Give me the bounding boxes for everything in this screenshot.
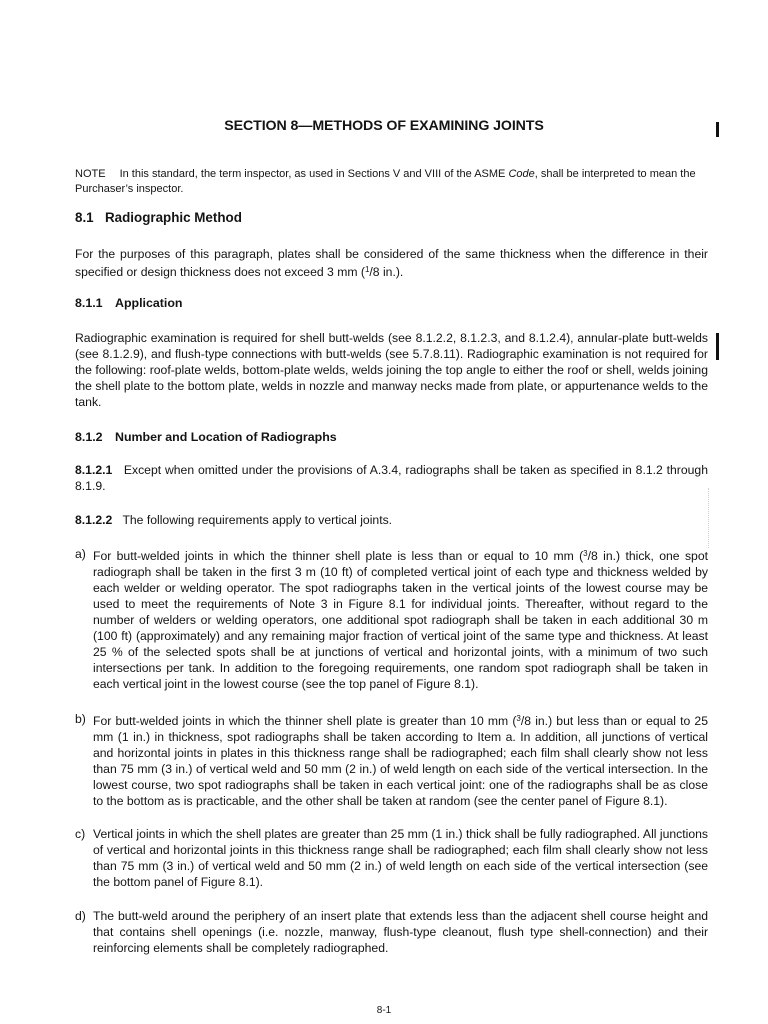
text-part: For butt-welded joints in which the thinner shell plate is greater than 10 mm ( (93, 714, 517, 728)
list-marker: c) (75, 827, 86, 841)
fraction-numerator: 3 (516, 714, 521, 723)
paragraph-8-1-2-1 (75, 462, 708, 494)
list-item-c (75, 826, 708, 890)
note-tag: NOTE (75, 168, 106, 180)
paragraph-text: For the purposes of this paragraph, plates shall be considered of the same thickness when the difference in their specified or design thickness does not exceed 3 mm ( (75, 247, 708, 279)
list-item-b (75, 711, 708, 809)
text-part: For butt-welded joints in which the thinner shell plate is less than or equal to 10 mm ( (93, 549, 584, 563)
paragraph-text: The following requirements apply to vertical joints. (122, 513, 393, 527)
list-marker: d) (75, 909, 86, 923)
paragraph-8-1-1: Radiographic examination is required for shell butt-welds (see 8.1.2.2, 8.1.2.3, and 8.1.2.4), annular-plate butt-welds (see 8.1.2.9), and flush-type connections with butt-welds (see 5.7.8.11). Radiographic examination is not required for the following: roof-plate welds, bottom-plate welds, welds joining the top angle to either the roof or shell, welds joining the shell plate to the bottom plate, welds in nozzle and manway necks made from plate, or appurtenance welds to the tank. (75, 331, 708, 409)
heading-text: Application (115, 296, 183, 310)
fraction-numerator: 3 (583, 549, 588, 558)
paragraph-text: Except when omitted under the provisions of A.3.4, radiographs shall be taken as specified in 8.1.2 through 8.1.9. (75, 463, 708, 493)
heading-number: 8.1.1 (75, 296, 103, 310)
list-item-d (75, 908, 708, 956)
list-marker: a) (75, 547, 86, 561)
paragraph-8-1 (75, 246, 708, 280)
heading-8-1 (75, 210, 242, 225)
heading-text: Number and Location of Radiographs (115, 430, 337, 444)
heading-number: 8.1 (75, 210, 94, 225)
heading-8-1-1 (75, 296, 182, 310)
note-text-1: In this standard, the term inspector, as used in Sections V and VIII of the ASME (119, 168, 509, 180)
paragraph-8-1-2-2 (75, 512, 708, 528)
note (75, 167, 710, 197)
scan-artifact (708, 488, 711, 548)
page-number: 8-1 (376, 1005, 392, 1016)
list-item-text (93, 546, 708, 692)
text-part: /8 in.) but less than or equal to 25 mm (1 in.) in thickness, spot radiographs shall be taken according to Item a. In addition, all junctions of vertical and horizontal joints in plates in this thickness range shall be radiographed; each film shall clearly show not less than 75 mm (3 in.) of vertical weld and 50 mm (2 in.) of weld length on each side of the vertical intersection. In the lowest course, two spot radiographs shall be taken in each vertical joint: one of the radiographs shall be as close to the bottom as is practicable, and the other shall be taken at random (see the center panel of Figure 8.1). (93, 714, 708, 808)
fraction-numerator: 1 (364, 265, 370, 274)
list-item-text: Vertical joints in which the shell plates are greater than 25 mm (1 in.) thick shall be fully radiographed. All junctions of vertical and horizontal joints in this thickness range shall be radiographed; each film shall clearly show not less than 75 mm (3 in.) of vertical weld and 50 mm (2 in.) of weld length on each side of the vertical intersection (see the bottom panel of Figure 8.1). (93, 827, 708, 889)
note-text-2: , shall be interpreted to mean the Purchaser’s inspector. (75, 168, 696, 195)
heading-text: Radiographic Method (105, 210, 242, 225)
fraction-rest: /8 in.). (369, 265, 404, 279)
list-marker: b) (75, 712, 86, 726)
list-item-a (75, 546, 708, 692)
change-bar (716, 122, 719, 137)
paragraph-number: 8.1.2.1 (75, 463, 113, 477)
text-part: /8 in.) thick, one spot radiograph shall be taken in the first 3 m (10 ft) of completed vertical joint of each type and thickness welded by each welder or welding operator. The spot radiographs taken in the vertical joints of the lowest course may be used to meet the requirements of Note 3 in Figure 8.1 for individual joints. Thereafter, without regard to the number of welders or welding operators, one additional spot radiograph shall be taken in each additional 30 m (100 ft) (approximately) and any remaining major fraction of vertical joint of the same type and thickness. At least 25 % of the selected spots shall be at junctions of vertical and horizontal joints, with a minimum of two such intersections per tank. In addition to the foregoing requirements, one random spot radiograph shall be taken in each vertical joint in the lowest course (see the top panel of Figure 8.1). (93, 549, 708, 691)
list-item-text (93, 711, 708, 809)
note-text-italic: Code (508, 168, 535, 180)
heading-number: 8.1.2 (75, 430, 103, 444)
heading-8-1-2 (75, 430, 337, 444)
list-item-text: The butt-weld around the periphery of an insert plate that extends less than the adjacent shell course height and that contains shell openings (i.e. nozzle, manway, flush-type cleanout, flush type shell-connection) and their reinforcing elements shall be completely radiographed. (93, 909, 708, 955)
change-bar (716, 333, 719, 360)
paragraph-number: 8.1.2.2 (75, 513, 113, 527)
section-title: SECTION 8—METHODS OF EXAMINING JOINTS (224, 118, 544, 134)
